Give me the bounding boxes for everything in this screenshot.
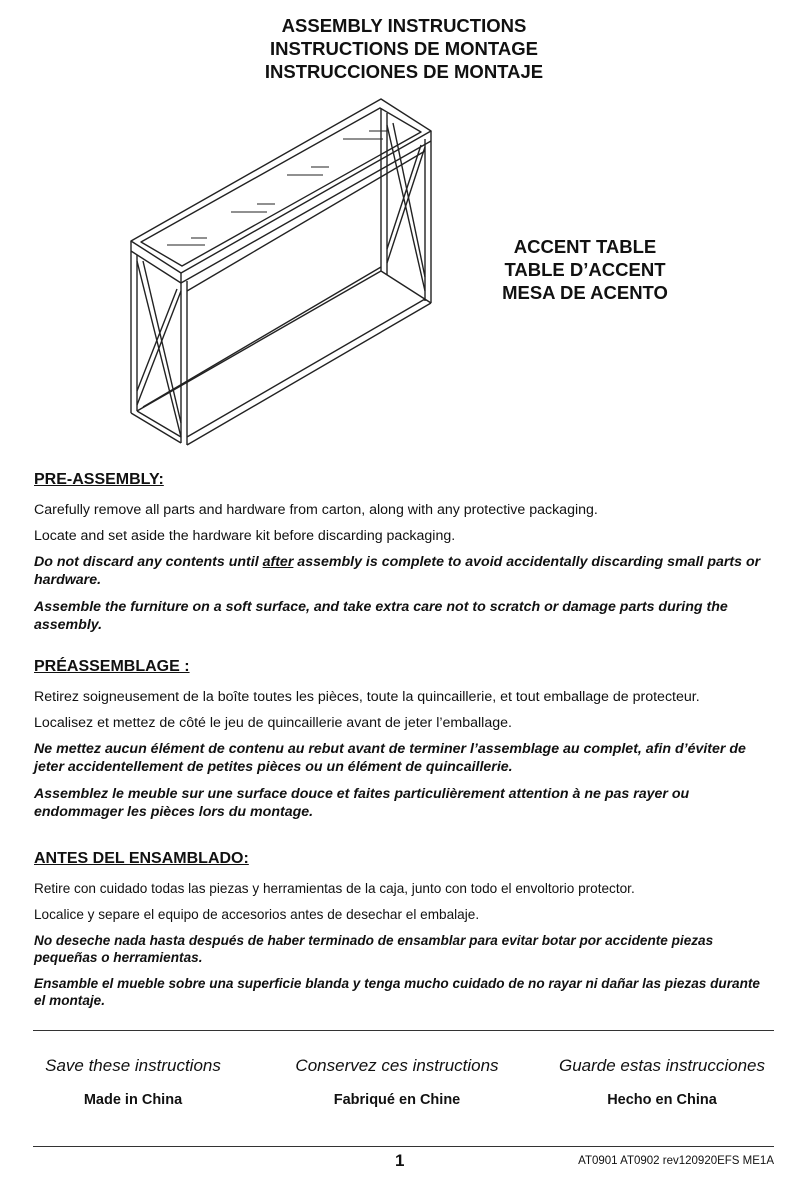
document-title bbox=[0, 14, 808, 83]
title-spanish: INSTRUCCIONES DE MONTAJE bbox=[264, 61, 544, 82]
warning-text: Assemblez le meuble sur une surface douce et faites particulièrement attention à ne pas rayer ou endommager les pièces lors du montage. bbox=[34, 786, 690, 820]
title-french: INSTRUCTIONS DE MONTAGE bbox=[270, 38, 538, 59]
section-preassemblage bbox=[34, 657, 774, 830]
section-heading: PRE-ASSEMBLY: bbox=[34, 471, 164, 488]
divider bbox=[33, 1146, 774, 1147]
instruction-text: Localisez et mettez de côté le jeu de quincaillerie avant de jeter l’emballage. bbox=[34, 715, 512, 731]
divider bbox=[33, 1030, 774, 1031]
section-pre-assembly bbox=[34, 470, 774, 643]
underlined-word: after bbox=[262, 554, 294, 570]
save-instructions-french: Conservez ces instructions bbox=[295, 1056, 499, 1075]
section-heading: PRÉASSEMBLAGE : bbox=[34, 658, 190, 675]
made-in-french: Fabriqué en Chine bbox=[333, 1092, 461, 1108]
product-name bbox=[470, 235, 700, 304]
made-in-english: Made in China bbox=[83, 1092, 183, 1108]
product-name-spanish: MESA DE ACENTO bbox=[502, 282, 668, 303]
page-number: 1 bbox=[395, 1151, 405, 1170]
product-name-french: TABLE D’ACCENT bbox=[504, 259, 666, 280]
section-antes-del-ensamblado bbox=[34, 849, 774, 1018]
model-code: AT0901 AT0902 rev120920EFS ME1A bbox=[578, 1155, 774, 1167]
console-table-icon bbox=[125, 95, 437, 453]
instruction-text: Localice y separe el equipo de accesorios antes de desechar el embalaje. bbox=[34, 907, 480, 922]
instruction-text: Carefully remove all parts and hardware from carton, along with any protective packaging. bbox=[34, 502, 598, 518]
instruction-text: Retirez soigneusement de la boîte toutes les pièces, toute la quincaillerie, et tout emballage de protecteur. bbox=[34, 689, 700, 705]
instruction-text: Locate and set aside the hardware kit before discarding packaging. bbox=[34, 528, 456, 544]
section-heading: ANTES DEL ENSAMBLADO: bbox=[34, 850, 249, 867]
instruction-text: Retire con cuidado todas las piezas y herramientas de la caja, junto con todo el envoltorio protector. bbox=[34, 881, 635, 896]
save-instructions-spanish: Guarde estas instrucciones bbox=[559, 1056, 765, 1075]
warning-text: Assemble the furniture on a soft surface, and take extra care not to scratch or damage parts during the assembly. bbox=[34, 599, 728, 633]
title-english: ASSEMBLY INSTRUCTIONS bbox=[281, 15, 527, 36]
warning-text: Ensamble el mueble sobre una superficie blanda y tenga mucho cuidado de no rayar ni dañar las piezas durante el montaje. bbox=[34, 976, 760, 1008]
product-name-english: ACCENT TABLE bbox=[513, 236, 657, 257]
warning-text: No deseche nada hasta después de haber terminado de ensamblar para evitar botar por accidente piezas pequeñas o herramientas. bbox=[34, 933, 714, 965]
warning-text: Do not discard any contents until after assembly is complete to avoid accidentally discarding small parts or hardware. bbox=[34, 554, 761, 588]
warning-text: Ne mettez aucun élément de contenu au rebut avant de terminer l’assemblage au complet, afin d’éviter de jeter accidentellement de petites pièces ou un élément de quincaillerie. bbox=[34, 741, 746, 775]
save-instructions-english: Save these instructions bbox=[45, 1056, 221, 1075]
made-in-spanish: Hecho en China bbox=[607, 1092, 717, 1108]
